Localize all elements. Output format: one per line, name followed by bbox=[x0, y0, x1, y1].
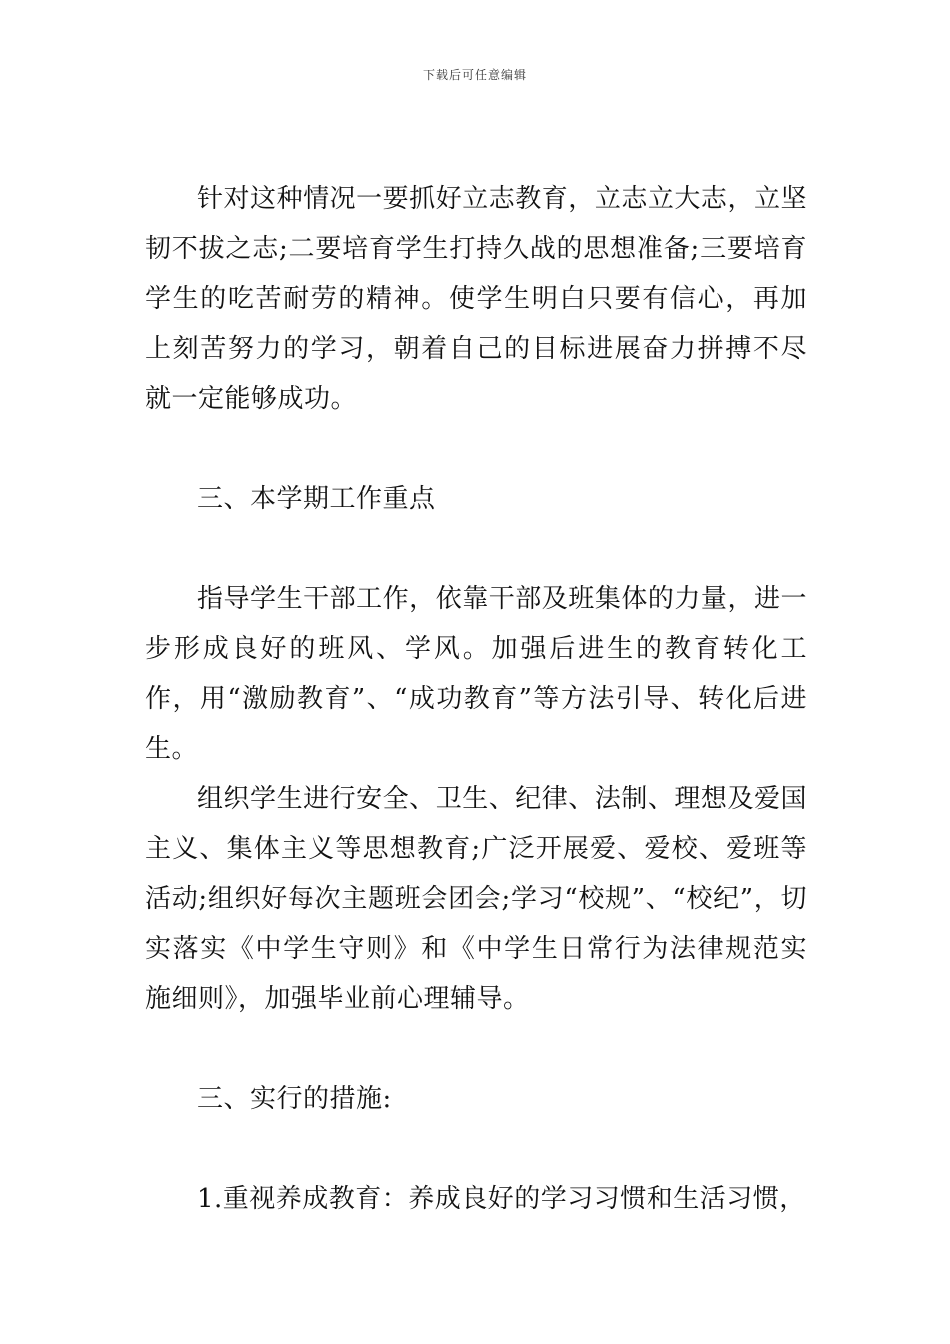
section-heading-block bbox=[145, 474, 807, 524]
paragraph: 指导学生干部工作，依靠干部及班集体的力量，进一步形成良好的班风、学风。加强后进生的教育转化工作，用“激励教育”、“成功教育”等方法引导、转化后进生。 bbox=[145, 584, 807, 764]
list-item: 1.重视养成教育：养成良好的学习习惯和生活习惯， bbox=[197, 1184, 806, 1214]
paragraph: 组织学生进行安全、卫生、纪律、法制、理想及爱国主义、集体主义等思想教育;广泛开展爱、爱校、爱班等活动;组织好每次主题班会团会;学习“校规”、“校纪”，切实落实《中学生守则》和《中学生日常行为法律规范实施细则》，加强毕业前心理辅导。 bbox=[145, 784, 807, 1014]
paragraph-block-2 bbox=[145, 574, 807, 774]
paragraph: 针对这种情况一要抓好立志教育，立志立大志，立坚韧不拔之志;二要培育学生打持久战的思想准备;三要培育学生的吃苦耐劳的精神。使学生明白只要有信心，再加上刻苦努力的学习，朝着自己的目标进展奋力拼搏不尽就一定能够成功。 bbox=[145, 184, 807, 414]
section-heading: 三、本学期工作重点 bbox=[197, 484, 436, 514]
paragraph-block-3 bbox=[145, 774, 807, 1024]
paragraph-block-4 bbox=[145, 1174, 807, 1224]
section-heading-block-2 bbox=[145, 1074, 807, 1124]
page-header-note: 下载后可任意编辑 bbox=[422, 68, 527, 82]
section-heading: 三、实行的措施: bbox=[197, 1084, 392, 1114]
paragraph-block-1 bbox=[145, 174, 807, 424]
